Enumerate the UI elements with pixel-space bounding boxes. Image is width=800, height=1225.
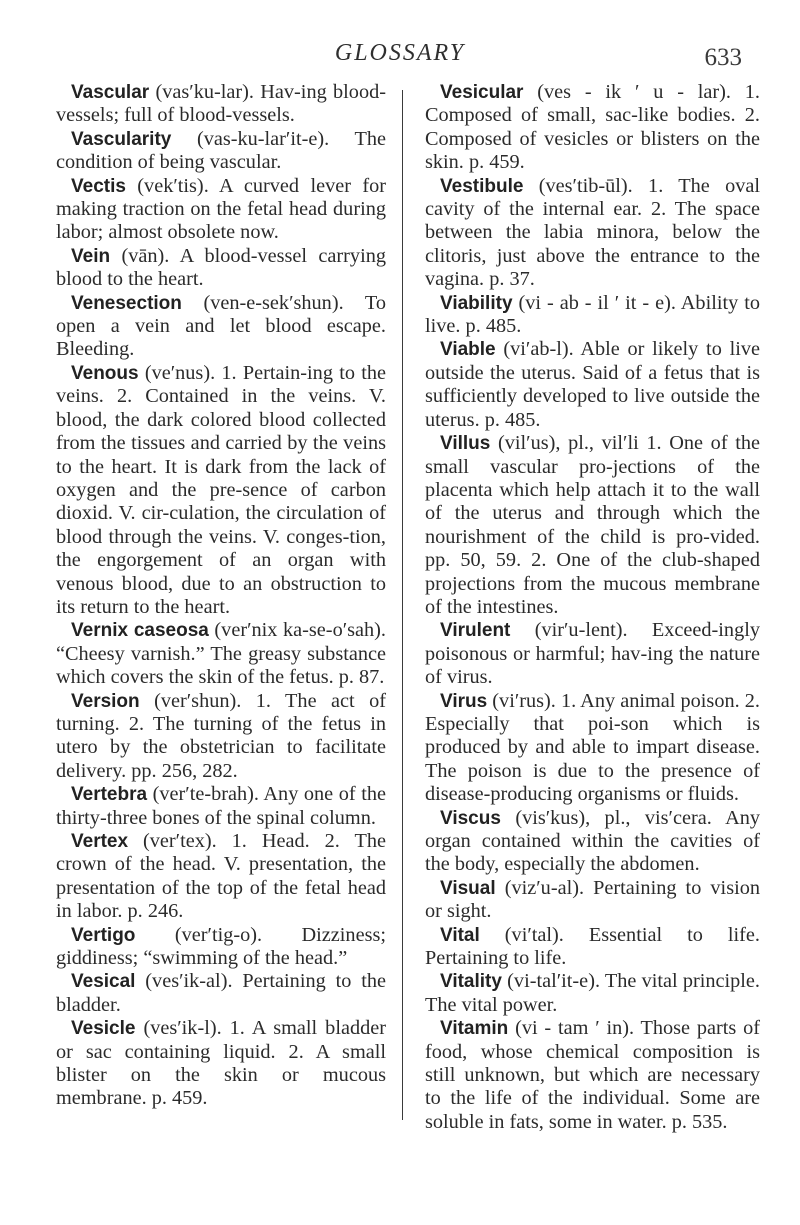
entry-term: Venesection bbox=[71, 292, 182, 314]
entry-term: Vertigo bbox=[71, 924, 136, 946]
entry-term: Vascular bbox=[71, 82, 150, 103]
entry-term: Virulent bbox=[440, 620, 511, 642]
glossary-entry bbox=[56, 619, 392, 689]
page-number: 633 bbox=[704, 44, 742, 71]
entry-definition: (ves - ik ′ u - lar). 1. Composed of small, sac-like bodies. 2. Composed of vesicles or blisters on the skin. p. 459. bbox=[425, 81, 766, 174]
glossary-entry bbox=[425, 338, 766, 432]
entry-term: Vital bbox=[440, 924, 480, 946]
entry-term: Visual bbox=[440, 877, 496, 899]
entry-term: Vertebra bbox=[71, 784, 148, 806]
entry-definition: (ver′tex). 1. Head. 2. The crown of the head. V. presentation, the presentation of the top of the fetal head in labor. p. 246. bbox=[56, 830, 392, 923]
entry-definition: (vil′us), pl., vil′li 1. One of the small vascular pro-jections of the placenta which help attach it to the wall of the uterus and through which the nourishment of the child is pro-vided. pp. 50, 59. 2. One of the club-shaped projections from the mucous membrane of the intestines. bbox=[425, 432, 766, 618]
entry-definition: (vān). A blood-vessel carrying blood to the heart. bbox=[56, 244, 392, 291]
entry-term: Vernix caseosa bbox=[71, 620, 209, 642]
glossary-entry bbox=[56, 830, 392, 924]
entry-term: Viability bbox=[440, 292, 513, 314]
entry-definition: (vis′kus), pl., vis′cera. Any organ contained within the cavities of the body, especially the abdomen. bbox=[425, 806, 766, 876]
glossary-entry bbox=[425, 1017, 766, 1134]
entry-definition: (vek′tis). A curved lever for making traction on the fetal head during labor; almost obsolete now. bbox=[56, 174, 392, 244]
glossary-entry bbox=[56, 689, 392, 784]
entry-definition: (vi′rus). 1. Any animal poison. 2. Especially that poi-son which is produced by and able to impart disease. The poison is due to the presence of disease-producing organisms or fluids. bbox=[425, 689, 766, 806]
glossary-entry bbox=[425, 806, 766, 877]
entry-definition: (vi - tam ′ in). Those parts of food, whose chemical composition is still unknown, but which are necessary to the life of the individual. Some are soluble in fats, some in water. p. 535. bbox=[425, 1017, 766, 1133]
running-head: GLOSSARY bbox=[334, 40, 466, 66]
left-column bbox=[56, 81, 392, 1111]
entry-definition: (vi′tal). Essential to life. Pertaining to life. bbox=[425, 923, 766, 970]
entry-term: Virus bbox=[440, 690, 488, 712]
glossary-entry bbox=[56, 970, 392, 1017]
entry-term: Viscus bbox=[440, 807, 501, 829]
entry-term: Viable bbox=[440, 339, 496, 361]
entry-term: Venous bbox=[71, 362, 139, 384]
glossary-entry bbox=[425, 689, 766, 807]
glossary-entry bbox=[56, 127, 392, 175]
glossary-entry bbox=[425, 174, 766, 292]
entry-term: Vitality bbox=[440, 971, 502, 993]
entry-definition: (vir′u-lent). Exceed-ingly poisonous or harmful; hav-ing the nature of virus. bbox=[425, 619, 766, 689]
entry-term: Vein bbox=[71, 245, 111, 267]
glossary-entry bbox=[425, 619, 766, 689]
entry-term: Vectis bbox=[71, 175, 126, 197]
entry-definition: (ves′tib-ūl). 1. The oval cavity of the internal ear. 2. The space between the labia minora, below the clitoris, just above the entrance to the vagina. p. 37. bbox=[425, 174, 766, 291]
entry-term: Vertex bbox=[71, 831, 129, 852]
glossary-entry bbox=[425, 81, 766, 175]
entry-definition: (ver′tig-o). Dizziness; giddiness; “swimming of the head.” bbox=[56, 923, 392, 970]
entry-term: Vestibule bbox=[440, 175, 524, 197]
entry-definition: (ve′nus). 1. Pertain-ing to the veins. 2. Contained in the veins. V. blood, the dark colored blood collected from the tissues and carried by the veins to the heart. It is dark from the lack of oxygen and the pre-sence of carbon dioxid. V. cir-culation, the circulation of blood through the veins. V. conges-tion, the engorgement of an organ with venous blood, due to an obstruction to its return to the heart. bbox=[56, 361, 392, 618]
entry-definition: (vas′ku-lar). Hav-ing blood-vessels; full of blood-vessels. bbox=[56, 81, 386, 127]
entry-term: Vesical bbox=[71, 971, 136, 993]
entry-definition: (ves′ik-l). 1. A small bladder or sac containing liquid. 2. A small blister on the skin or mucous membrane. p. 459. bbox=[56, 1017, 392, 1110]
column-divider bbox=[402, 90, 403, 1120]
glossary-entry bbox=[56, 81, 386, 128]
entry-term: Vesicular bbox=[440, 82, 524, 103]
glossary-entry bbox=[425, 291, 766, 339]
entry-definition: (vi-tal′it-e). The vital principle. The vital power. bbox=[425, 970, 765, 1016]
entry-definition: (vi′ab-l). Able or likely to live outside the uterus. Said of a fetus that is sufficiently developed to live outside the uterus. p. 485. bbox=[425, 338, 766, 431]
glossary-entry bbox=[425, 432, 766, 619]
glossary-entry bbox=[56, 923, 392, 971]
entry-term: Villus bbox=[440, 433, 491, 455]
right-column bbox=[425, 81, 766, 1134]
glossary-entry bbox=[425, 876, 766, 924]
glossary-entry bbox=[425, 970, 765, 1017]
entry-term: Version bbox=[71, 690, 140, 712]
entry-definition: (ver′nix ka-se-o′sah). “Cheesy varnish.” The greasy substance which covers the skin of the fetus. p. 87. bbox=[56, 619, 392, 689]
glossary-entry bbox=[425, 923, 766, 971]
entry-definition: (ver′shun). 1. The act of turning. 2. The turning of the fetus in utero by the obstetrician to facilitate delivery. pp. 256, 282. bbox=[56, 689, 392, 782]
entry-term: Vascularity bbox=[71, 128, 172, 150]
glossary-entry bbox=[56, 291, 392, 362]
glossary-entry bbox=[56, 783, 392, 830]
glossary-entry bbox=[56, 174, 392, 245]
entry-definition: (vas-ku-lar′it-e). The condition of being vascular. bbox=[56, 127, 392, 174]
entry-term: Vesicle bbox=[71, 1018, 136, 1040]
entry-definition: (ves′ik-al). Pertaining to the bladder. bbox=[56, 970, 392, 1016]
entry-definition: (vi - ab - il ′ it - e). Ability to live. p. 485. bbox=[425, 291, 766, 338]
glossary-entry bbox=[56, 1017, 392, 1111]
entry-term: Vitamin bbox=[440, 1018, 509, 1040]
glossary-entry bbox=[56, 361, 392, 619]
entry-definition: (ver′te-brah). Any one of the thirty-three bones of the spinal column. bbox=[56, 783, 392, 829]
entry-definition: (viz′u-al). Pertaining to vision or sight. bbox=[425, 876, 766, 923]
glossary-entry bbox=[56, 244, 392, 292]
entry-definition: (ven-e-sek′shun). To open a vein and let blood escape. Bleeding. bbox=[56, 291, 392, 361]
